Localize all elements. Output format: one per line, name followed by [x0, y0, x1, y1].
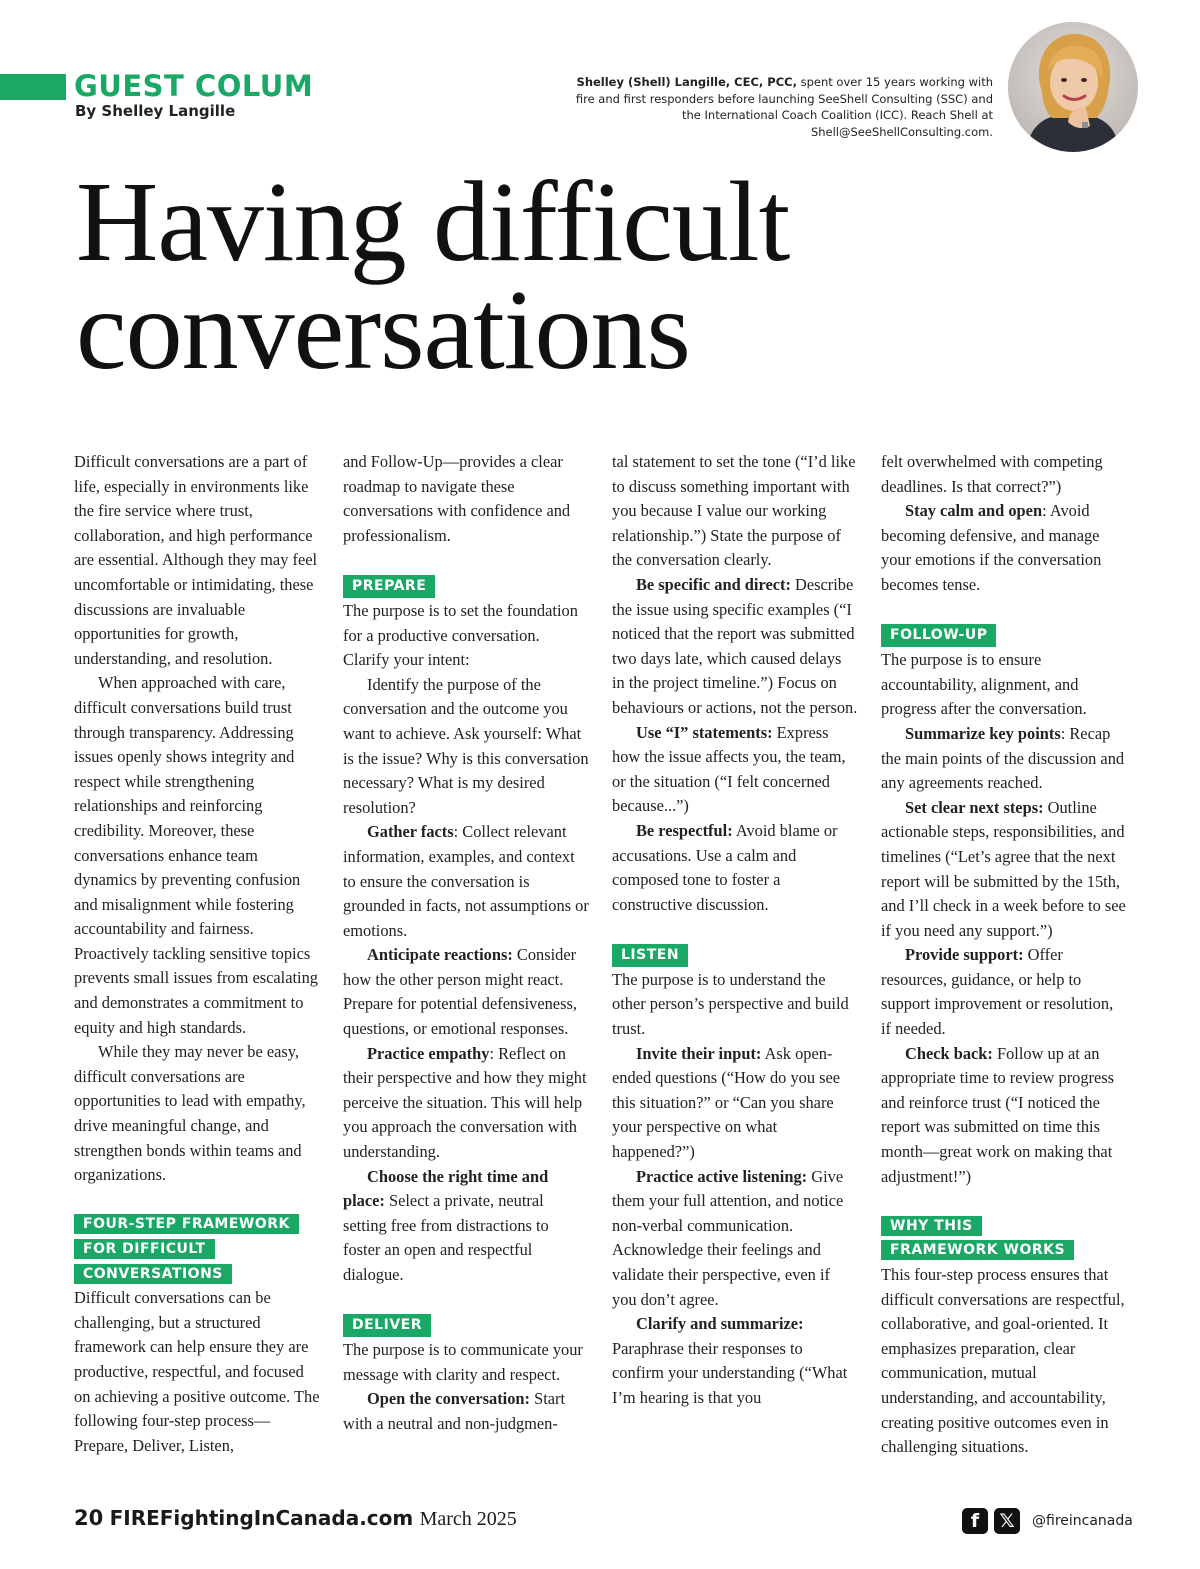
step-label: Use “I” statements: [636, 722, 773, 742]
step-label: Choose the right time and place: [343, 1166, 549, 1211]
paragraph [343, 1387, 589, 1436]
author-photo [1008, 22, 1138, 152]
paragraph: The purpose is to set the foundation for a productive conversation. Clarify your intent: [343, 600, 578, 670]
social-handle[interactable]: @fireincanada [1032, 1513, 1133, 1529]
issue-date: March 2025 [419, 1508, 517, 1530]
step-text: Offer resources, guidance, or help to support improvement or resolution, if needed. [881, 945, 1114, 1039]
paragraph: tal statement to set the tone (“I’d like to discuss something important with you because I value our working relationship.”) State the purpose of the conversation clearly. [612, 452, 856, 570]
author-bio [560, 74, 993, 140]
paragraph [881, 499, 1127, 597]
step-text: : Avoid becoming defensive, and manage your emotions if the conversation becomes tense. [881, 501, 1102, 594]
article-title-line-2: conversations [76, 266, 690, 393]
facebook-icon[interactable]: f [962, 1508, 988, 1534]
section-heading-line: CONVERSATIONS [74, 1264, 232, 1284]
paragraph [612, 1312, 858, 1410]
section-heading-line: FOUR-STEP FRAMEWORK [74, 1214, 299, 1234]
step-text: Consider how the other person might react. Prepare for potential defensiveness, questions, or emotional responses. [343, 945, 577, 1039]
step-label: Gather facts [367, 822, 454, 842]
author-name: Shelley (Shell) Langille, CEC, PCC, [576, 75, 797, 89]
paragraph: While they may never be easy, difficult conversations are opportunities to lead with empathy, drive meaningful change, and strengthen bonds within teams and organizations. [74, 1042, 306, 1185]
article-title [76, 158, 790, 393]
author-portrait [1008, 22, 1138, 152]
section-label-listen: LISTEN [612, 944, 688, 967]
step-label: Practice empathy [367, 1043, 490, 1063]
section-heading-framework [74, 1212, 320, 1286]
paragraph: The purpose is to ensure accountability, alignment, and progress after the conversation. [881, 650, 1087, 719]
paragraph [343, 1165, 589, 1288]
article-column-1 [74, 450, 320, 1458]
paragraph: The purpose is to understand the other person’s perspective and build trust. [612, 969, 849, 1039]
spacer [74, 1188, 320, 1213]
paragraph: Difficult conversations are a part of life, especially in environments like the fire service where trust, collaboration, and high performance are essential. Although they may feel uncomfortable or intimidating, these discussions are invaluable opportunities for growth, understanding, and resolution. [74, 452, 318, 668]
article-column-4 [881, 450, 1127, 1460]
section-kicker: GUEST COLUM [74, 69, 314, 103]
section-label-follow-up: FOLLOW-UP [881, 624, 996, 647]
step-text: Follow up at an appropriate time to review progress and reinforce trust (“I noticed the report was submitted on time this month—great work on making that adjustment!”) [881, 1043, 1115, 1186]
step-label: Open the conversation: [367, 1389, 530, 1409]
paragraph [881, 722, 1127, 796]
spacer [612, 917, 858, 942]
paragraph [343, 943, 589, 1041]
step-label: Be specific and direct: [636, 574, 791, 594]
paragraph: felt overwhelmed with competing deadlines. Is that correct?”) [881, 452, 1103, 496]
step-text: Ask open-ended questions (“How do you see this situation?” or “Can you share your perspective on what happened?”) [612, 1043, 841, 1162]
step-text: Select a private, neutral setting free from distractions to foster an open and respectful dialogue. [343, 1191, 549, 1284]
kicker-accent-bar [0, 74, 66, 100]
paragraph [881, 1042, 1127, 1190]
step-label: Practice active listening: [636, 1166, 808, 1186]
step-text: Describe the issue using specific examples (“I noticed that the report was submitted two days late, which caused delays in the project timeline.”) Focus on behaviours or actions, not the person. [612, 574, 858, 717]
paragraph [612, 819, 858, 917]
step-text: Start with a neutral and non-judgmen- [343, 1389, 566, 1433]
section-heading-line: FRAMEWORK WORKS [881, 1240, 1074, 1260]
spacer [343, 1288, 589, 1313]
paragraph: Identify the purpose of the conversation and the outcome you want to achieve. Ask yourself: What is the issue? Why is this conversation necessary? What is my desired resolution? [343, 674, 589, 817]
x-icon[interactable]: 𝕏 [994, 1508, 1020, 1534]
step-text: : Reflect on their perspective and how they might perceive the situation. This will help you approach the conversation with understanding. [343, 1043, 587, 1162]
step-text: Give them your full attention, and notice non-verbal communication. Acknowledge their feelings and validate their perspective, even if you don’t agree. [612, 1166, 844, 1309]
paragraph [343, 1042, 589, 1165]
section-label-deliver: DELIVER [343, 1314, 431, 1337]
step-label: Set clear next steps: [905, 797, 1044, 817]
spacer [343, 548, 589, 573]
paragraph [612, 1042, 858, 1165]
step-label: Check back: [905, 1043, 993, 1063]
paragraph: When approached with care, difficult conversations build trust through transparency. Addressing issues openly shows integrity and respect while strengthening relationships and reinforcing credibility. Moreover, these conversations enhance team dynamics by preventing confusion and misalignment while fostering accountability and fairness. Proactively tackling sensitive topics prevents small issues from escalating and demonstrates a commitment to equity and high standards. [74, 673, 318, 1037]
section-heading-line: WHY THIS [881, 1216, 982, 1236]
paragraph [881, 796, 1127, 944]
author-bio-text: spent over 15 years working with fire and first responders before launching SeeShell Consulting (SSC) and the International Coach Coalition (ICC). Reach Shell at Shell@SeeShellConsulting.com. [575, 75, 993, 139]
paragraph [881, 943, 1127, 1041]
byline: By Shelley Langille [75, 102, 236, 120]
section-heading-why [881, 1214, 1127, 1263]
article-column-2 [343, 450, 589, 1437]
section-heading-line: FOR DIFFICULT [74, 1239, 215, 1259]
paragraph: The purpose is to communicate your message with clarity and respect. [343, 1340, 583, 1384]
step-text: Outline actionable steps, responsibilities, and timelines (“Let’s agree that the next report will be submitted by the 15th, and I’ll check in a week before to see if you need any support.”) [881, 797, 1126, 940]
spacer [881, 598, 1127, 623]
step-label: Summarize key points [905, 723, 1061, 743]
article-title-line-1: Having difficult [76, 158, 790, 285]
step-text: Paraphrase their responses to confirm your understanding (“What I’m hearing is that you [612, 1338, 848, 1407]
paragraph: Difficult conversations can be challenging, but a structured framework can help ensure they are productive, respectful, and focused on achieving a positive outcome. The following four-step process—Prepare, Deliver, Listen, [74, 1288, 320, 1455]
section-label-prepare: PREPARE [343, 575, 435, 598]
page-number: 20 [74, 1506, 104, 1530]
paragraph [612, 573, 858, 721]
step-text: Express how the issue affects you, the team, or the situation (“I felt concerned because...”) [612, 722, 846, 816]
step-text: : Recap the main points of the discussion and any agreements reached. [881, 723, 1125, 793]
paragraph [343, 820, 589, 943]
paragraph: and Follow-Up—provides a clear roadmap to navigate these conversations with confidence and professionalism. [343, 452, 571, 545]
article-column-3 [612, 450, 858, 1411]
step-label: Be respectful: [636, 820, 733, 840]
spacer [881, 1189, 1127, 1214]
social-links [962, 1508, 1133, 1534]
step-label: Provide support: [905, 945, 1024, 965]
step-label: Clarify and summarize: [636, 1314, 804, 1334]
page-footer [74, 1504, 517, 1533]
step-label: Anticipate reactions: [367, 945, 513, 965]
paragraph [612, 721, 858, 819]
step-text: : Collect relevant information, examples, and context to ensure the conversation is grounded in facts, not assumptions or emotions. [343, 822, 589, 940]
paragraph [612, 1165, 858, 1313]
site-link[interactable]: FIREFightingInCanada.com [109, 1506, 414, 1530]
step-text: Avoid blame or accusations. Use a calm and composed tone to foster a constructive discussion. [612, 820, 838, 914]
step-label: Invite their input: [636, 1043, 762, 1063]
step-label: Stay calm and open [905, 501, 1043, 521]
paragraph: This four-step process ensures that difficult conversations are respectful, collaborative, and goal-oriented. It emphasizes preparation, clear communication, mutual understanding, and accountability, creating positive outcomes even in challenging situations. [881, 1265, 1125, 1457]
